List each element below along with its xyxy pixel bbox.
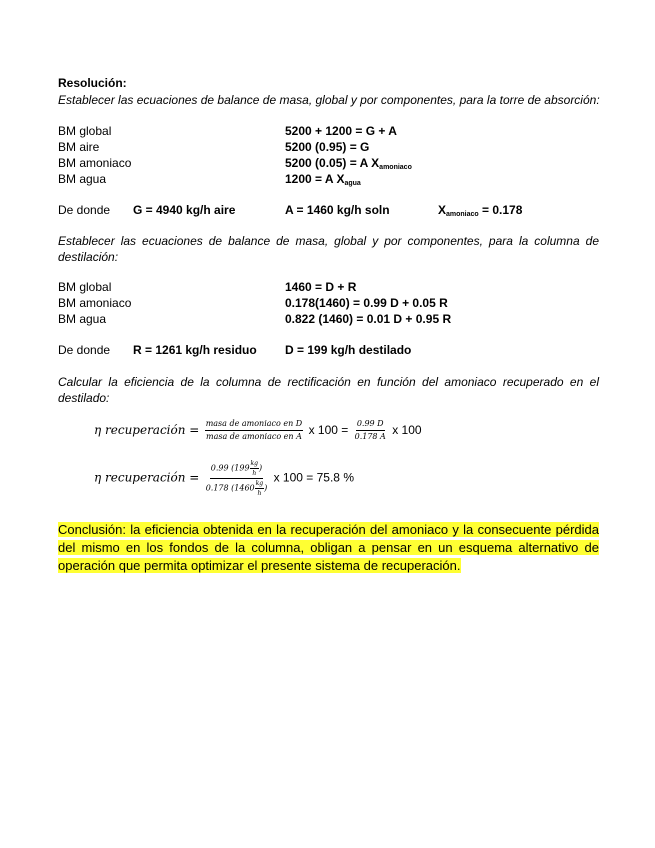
abs-label-aire: BM aire [58, 140, 100, 154]
abs-result-g: G = 4940 kg/h aire [133, 203, 236, 217]
abs-label-agua: BM agua [58, 172, 107, 186]
dist-eq-agua: 0.822 (1460) = 0.01 D + 0.95 R [285, 312, 452, 326]
abs-label-global: BM global [58, 124, 112, 138]
dist-eq-amoniaco: 0.178(1460) = 0.99 D + 0.05 R [285, 296, 448, 310]
fraction-mass: $\frac{\text{masa de amoniaco en D}}{\text{masa de amoniaco en A}}$ [205, 419, 303, 442]
dist-eq-global: 1460 = D + R [285, 280, 357, 294]
abs-eq-amoniaco: 5200 (0.05) = A $X_{amoniaco}$ [285, 156, 412, 171]
dist-result-r: R = 1261 kg/h residuo [133, 343, 257, 357]
conclusion-paragraph [58, 521, 599, 575]
abs-eq-aire: 5200 (0.95) = G [285, 140, 370, 154]
abs-label-amoniaco: BM amoniaco [58, 156, 132, 170]
fraction-d-over-a: $\frac{0.99 D}{0.178 A}$ [354, 419, 386, 442]
dist-label-agua: BM agua [58, 312, 107, 326]
abs-result-label: De donde [58, 203, 111, 217]
abs-eq-global: 5200 + 1200 = G + A [285, 124, 397, 138]
dist-label-global: BM global [58, 280, 112, 294]
abs-result-x: $X_{amoniaco} = 0.178$ [438, 203, 523, 218]
conclusion-highlight: Conclusión: la eficiencia obtenida en la recuperación del amoniaco y la consecuente pérdida del mismo en los fondos de la columna, obligan a pensar en un esquema alternativo de operación que permita optimizar el presente sistema de recuperación. [58, 522, 599, 573]
distillation-intro: Establecer las ecuaciones de balance de masa, global y por componentes, para la columna de destilación: [58, 234, 599, 264]
dist-result-d: D = 199 kg/h destilado [285, 343, 412, 357]
dist-result-label: De donde [58, 343, 111, 357]
efficiency-equation-2: η recuperación = 0.99 (199 $\frac{kg}{h}$ ) 0.178 (1460 $\frac{kg}{h}$ ) x 100 = 75.8 % [94, 460, 354, 497]
fraction-result: 0.99 (199 $\frac{kg}{h}$ ) 0.178 (1460 $\frac{kg}{h}$ ) [205, 460, 268, 497]
efficiency-intro: Calcular la eficiencia de la columna de rectificación en función del amoniaco recuperado en el destilado: [58, 375, 599, 405]
dist-label-amoniaco: BM amoniaco [58, 296, 132, 310]
absorption-intro: Establecer las ecuaciones de balance de masa, global y por componentes, para la torre de absorción: [58, 93, 600, 107]
efficiency-equation-1: η recuperación = $\frac{\text{masa de amoniaco en D}}{\text{masa de amoniaco en A}}$ x 100 = $\frac{0.99 D}{0.178 A}$ x 100 [94, 419, 422, 442]
abs-eq-agua: 1200 = A $X_{agua}$ [285, 172, 361, 187]
heading: Resolución: [58, 76, 127, 90]
abs-result-a: A = 1460 kg/h soln [285, 203, 390, 217]
